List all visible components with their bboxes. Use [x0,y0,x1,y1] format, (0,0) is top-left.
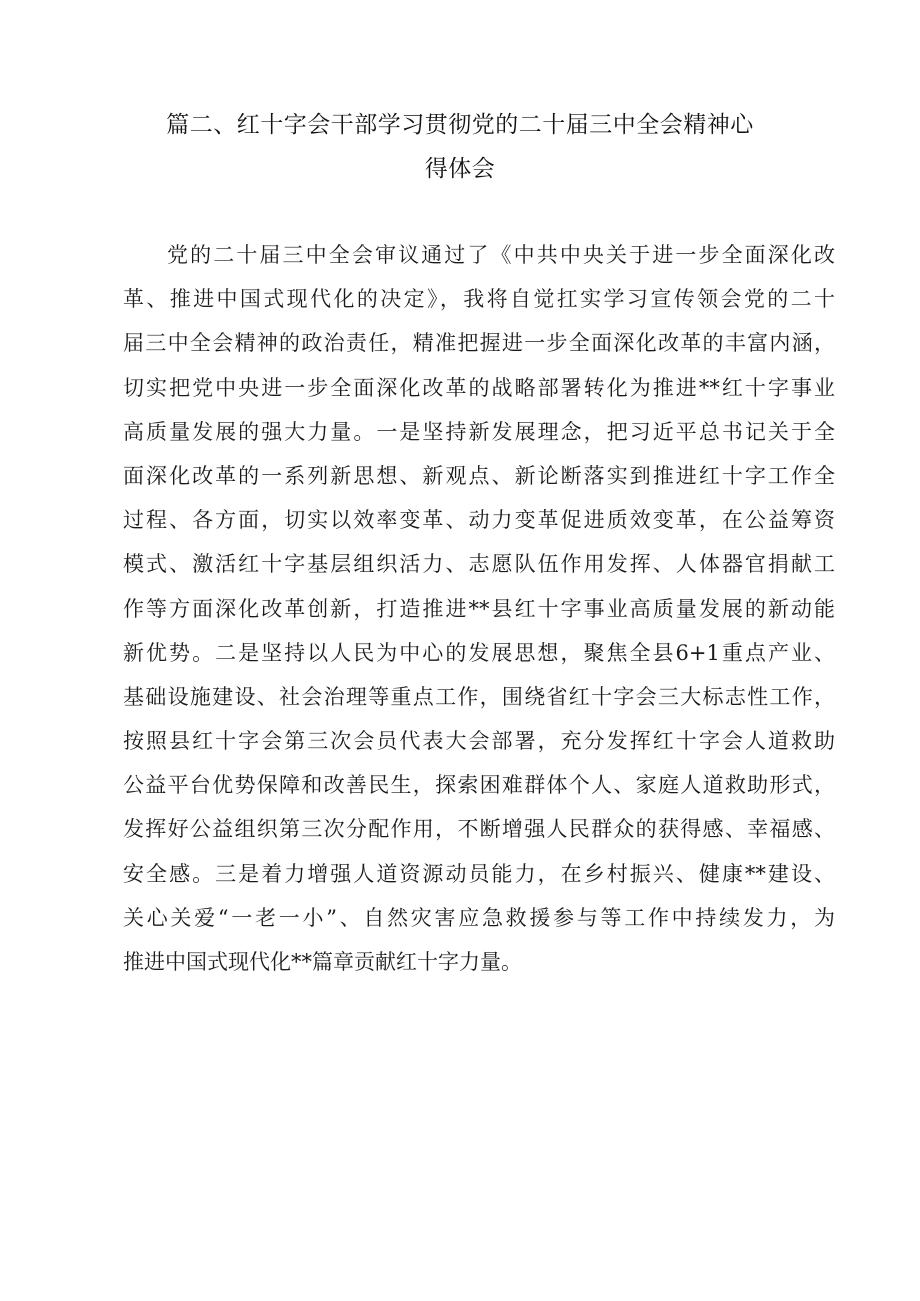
document-body [123,233,835,984]
document-title [120,103,800,191]
title-line-1: 篇二、红十字会干部学习贯彻党的二十届三中全会精神心 [166,112,754,138]
body-line: 模式、激活红十字基层组织活力、志愿队伍作用发挥、人体器官捐献工 [123,552,835,577]
body-line: 高质量发展的强大力量。一是坚持新发展理念，把习近平总书记关于全 [123,419,835,444]
body-line: 按照县红十字会第三次会员代表大会部署，充分发挥红十字会人道救助 [123,729,835,754]
body-line: 过程、各方面，切实以效率变革、动力变革促进质效变革，在公益筹资 [123,508,835,533]
title-line-2: 得体会 [424,156,496,182]
body-line: 革、推进中国式现代化的决定》，我将自觉扛实学习宣传领会党的二十 [123,287,835,312]
body-line: 切实把党中央进一步全面深化改革的战略部署转化为推进**红十字事业 [123,375,835,400]
body-line: 推进中国式现代化**篇章贡献红十字力量。 [123,950,522,974]
body-line: 党的二十届三中全会审议通过了《中共中央关于进一步全面深化改 [167,243,835,267]
body-line: 新优势。二是坚持以人民为中心的发展思想，聚焦全县6+1重点产业、 [123,640,835,665]
body-line: 面深化改革的一系列新思想、新观点、新论断落实到推进红十字工作全 [123,463,835,488]
body-line: 安全感。三是着力增强人道资源动员能力，在乡村振兴、健康**建设、 [123,861,835,886]
body-line: 公益平台优势保障和改善民生，探索困难群体个人、家庭人道救助形式， [123,773,835,798]
body-line: 基础设施建设、社会治理等重点工作，围绕省红十字会三大标志性工作， [123,684,835,709]
body-line: 届三中全会精神的政治责任，精准把握进一步全面深化改革的丰富内涵， [123,331,835,356]
body-line: 作等方面深化改革创新，打造推进**县红十字事业高质量发展的新动能 [123,596,835,621]
body-line: 关心关爱“一老一小”、自然灾害应急救援参与等工作中持续发力，为 [123,905,835,930]
body-line: 发挥好公益组织第三次分配作用，不断增强人民群众的获得感、幸福感、 [123,817,835,842]
